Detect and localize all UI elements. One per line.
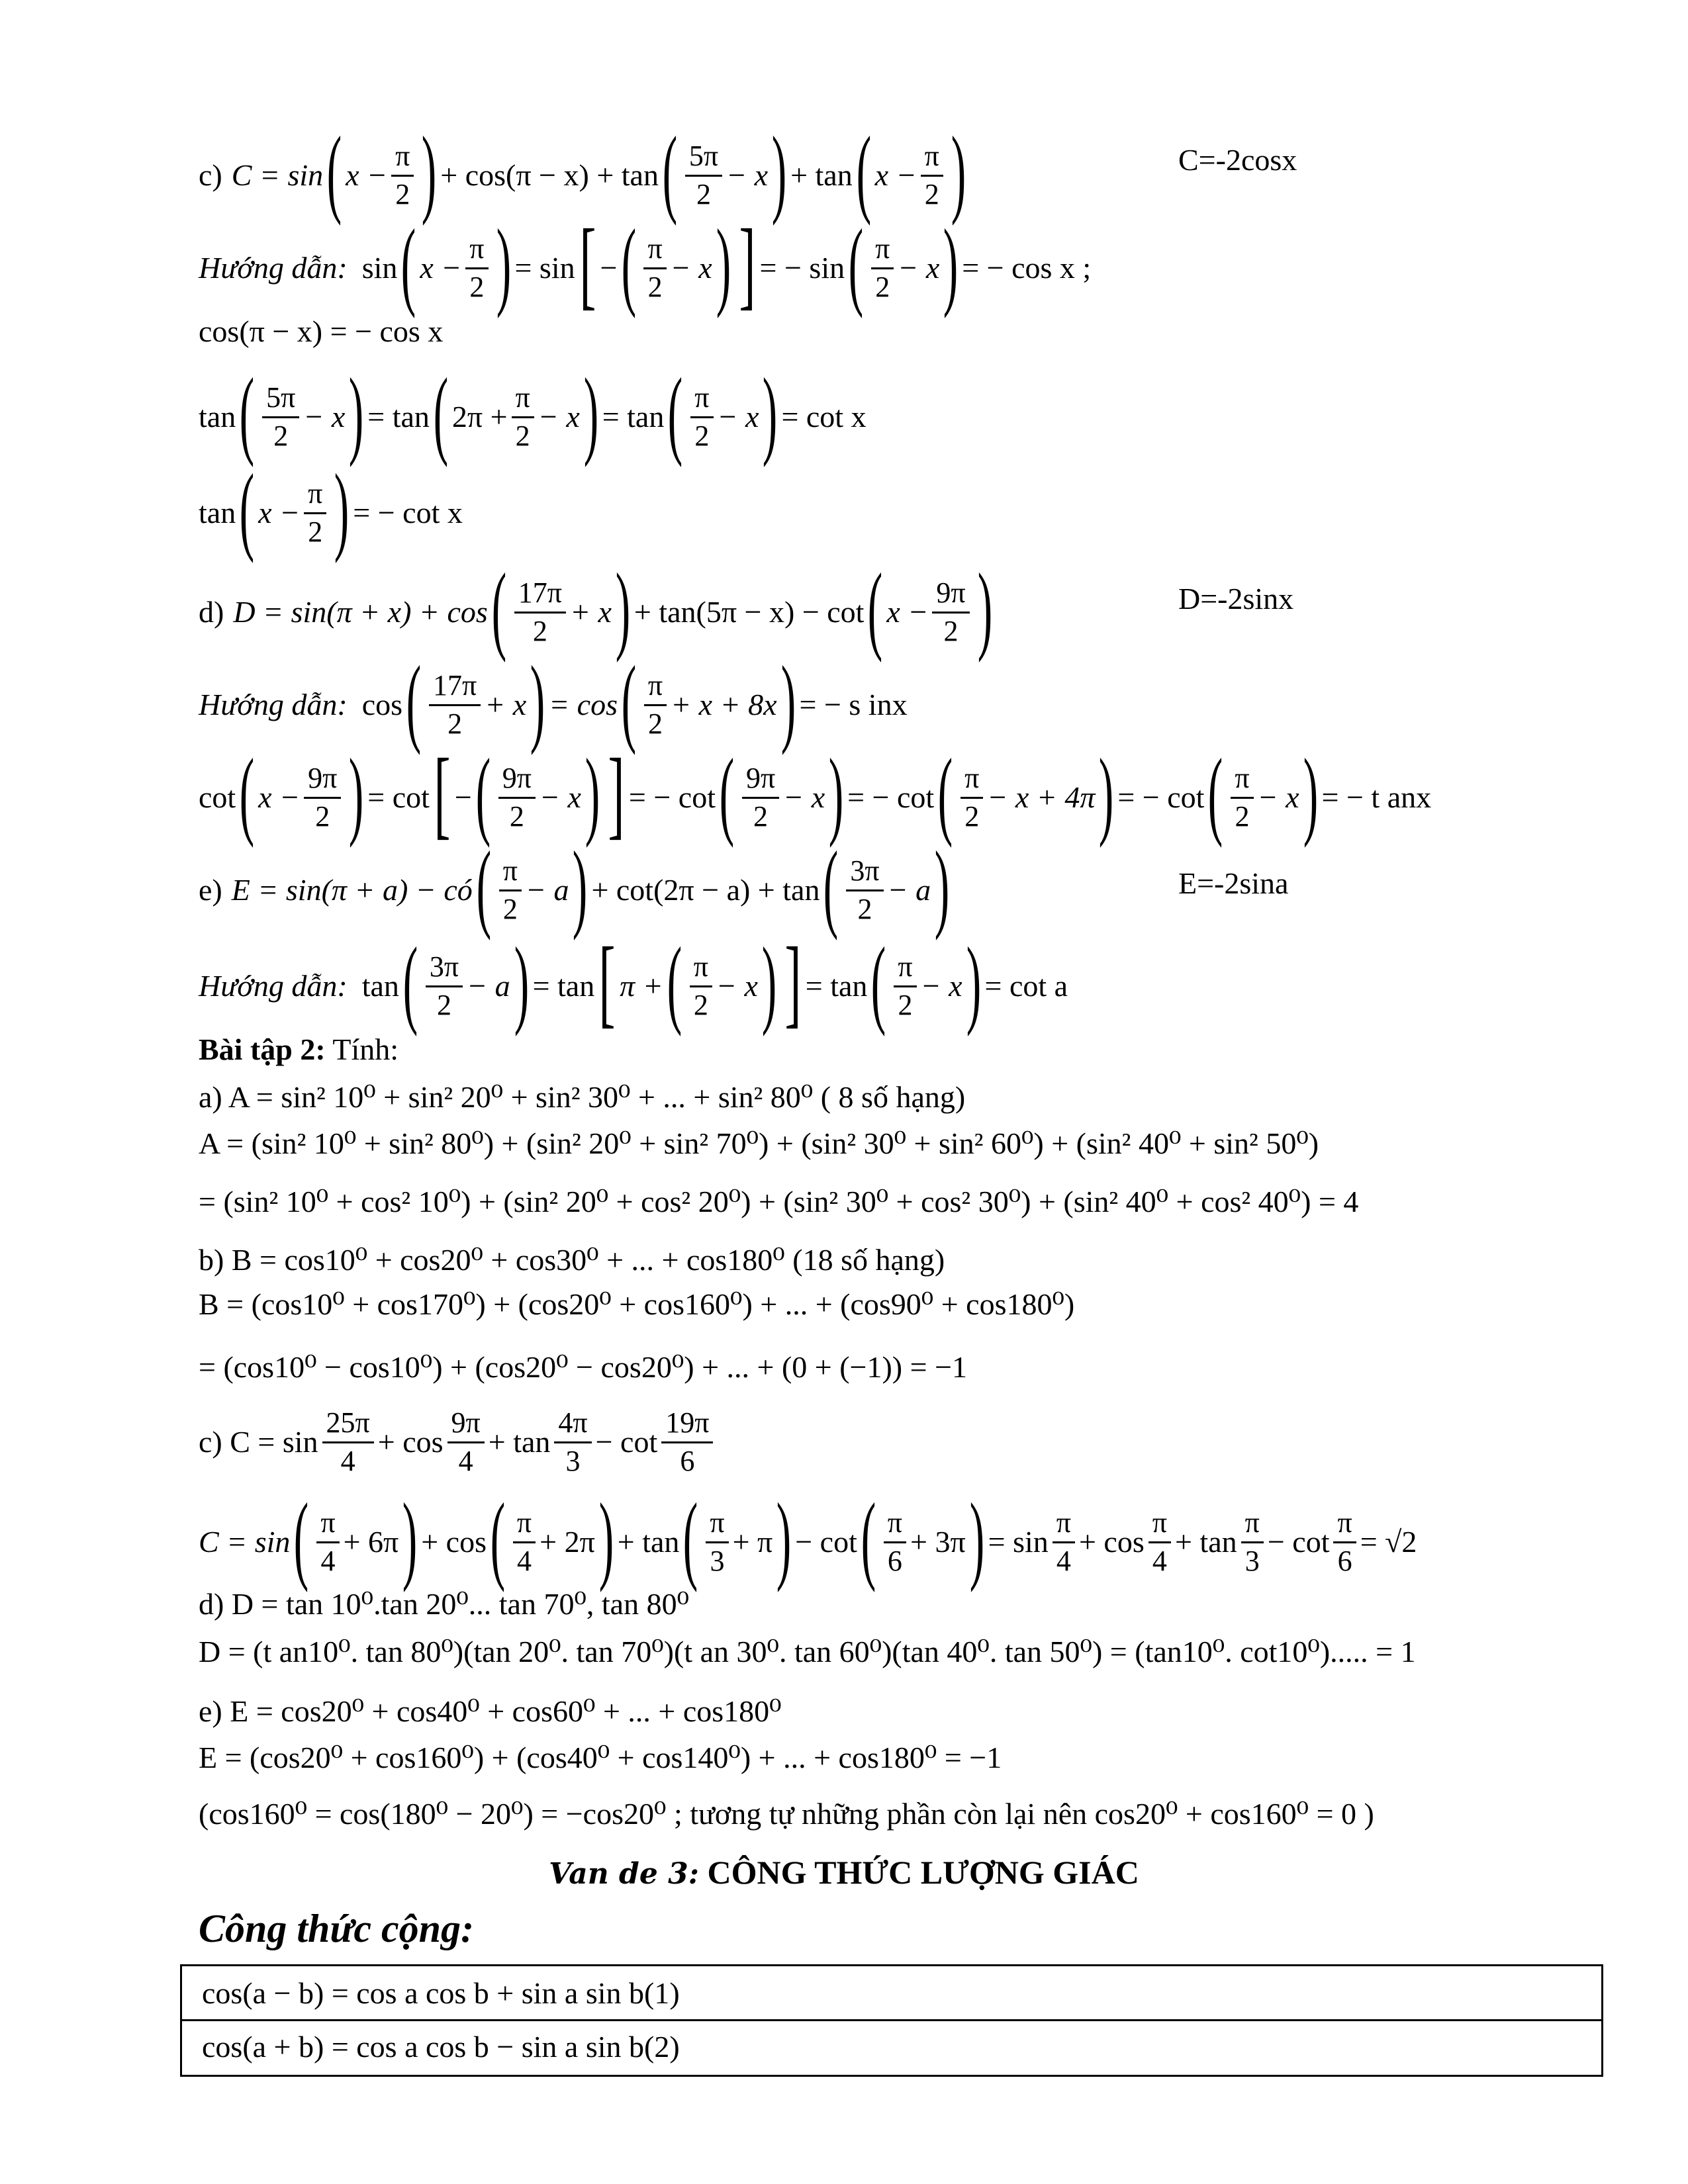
section-heading: [0, 1853, 1688, 1891]
fraction: $\frac{\pi}{3}$: [706, 1506, 728, 1578]
fraction: $\frac{\pi}{4}$: [513, 1506, 536, 1578]
fraction: $\frac{9\pi}{2}$: [498, 762, 536, 833]
part-e-answer: E=-2sina: [1178, 866, 1289, 900]
exercise-2c-line-2: C = sin ( $\frac{\pi}{4}$ + 6π ) + cos ( $\frac{\pi}{4}$ + 2π ) + tan ( $\frac{\pi}{3}$ + π ) − cot ( $\frac{\pi}{6}$ + 3π ) = sin $\frac{\pi}{4}$ + cos $\frac{\pi}{4}$ + tan $\frac{\pi}{3}$ − cot $\frac{\pi}{6}$ = √2: [199, 1483, 1417, 1593]
part-e-guide: Hướng dẫn: tan ( $\frac{3\pi}{2}$ − a ) = tan [ π + ( $\frac{\pi}{2}$ − x ) ] = tan ( $\frac{\pi}{2}$ − x ) = cot a: [199, 927, 1068, 1037]
exercise-2a-line-3: = (sin² 10⁰ + cos² 10⁰) + (sin² 20⁰ + cos² 20⁰) + (sin² 30⁰ + cos² 30⁰) + (sin² 40⁰ + cos² 40⁰) = 4: [199, 1185, 1359, 1218]
fraction: $\frac{\pi}{6}$: [1333, 1506, 1356, 1578]
cong-thuc-cong-heading: Công thức cộng:: [199, 1907, 474, 1950]
exercise-2-title-rest: Tính:: [325, 1032, 399, 1066]
fraction: $\frac{\pi}{2}$: [465, 232, 488, 304]
exercise-2-title: [199, 1032, 399, 1068]
fraction: $\frac{\pi}{4}$: [1149, 1506, 1171, 1578]
formula-row-1: cos(a − b) = cos a cos b + sin a sin b(1): [202, 1976, 680, 2010]
fraction: $\frac{19\pi}{6}$: [661, 1406, 713, 1478]
formula-row-2: cos(a + b) = cos a cos b − sin a sin b(2): [202, 2030, 680, 2064]
fraction: $\frac{\pi}{2}$: [894, 950, 916, 1022]
part-d-lhs: D = sin(π + x) + cos: [233, 594, 488, 629]
fraction: $\frac{\pi}{2}$: [921, 140, 943, 211]
exercise-2e-line-2: E = (cos20⁰ + cos160⁰) + (cos40⁰ + cos140⁰) + ... + cos180⁰ = −1: [199, 1741, 1002, 1774]
part-c-t1: x −: [346, 158, 388, 192]
fraction: $\frac{9\pi}{2}$: [932, 576, 969, 648]
part-c-t4: + tan: [790, 158, 853, 192]
guide-label: Hướng dẫn:: [199, 968, 348, 1003]
fraction: $\frac{3\pi}{2}$: [846, 854, 883, 926]
part-d-label: d): [199, 594, 224, 629]
part-c-guide-2: cos(π − x) = − cos x: [199, 314, 444, 348]
fraction: $\frac{\pi}{2}$: [391, 140, 414, 211]
part-d-answer: D=-2sinx: [1178, 582, 1294, 615]
fraction: $\frac{\pi}{2}$: [1231, 762, 1253, 833]
part-d-equation: d) D = sin(π + x) + cos ( $\frac{17\pi}{2}$ + x ) + tan(5π − x) − cot ( x − $\frac{9\pi}{2}$ ): [199, 553, 992, 663]
part-c-t2: + cos(π − x) + tan: [440, 158, 659, 192]
part-c-guide-1: Hướng dẫn: sin ( x − $\frac{\pi}{2}$ ) = sin [ − ( $\frac{\pi}{2}$ − x ) ] = − sin ( $\frac{\pi}{2}$ − x ) = − cos x ;: [199, 209, 1092, 319]
section-heading-title: CÔNG THỨC LƯỢNG GIÁC: [699, 1854, 1139, 1891]
fraction: $\frac{\pi}{2}$: [512, 381, 534, 453]
part-e-label: e): [199, 872, 222, 907]
fraction: $\frac{9\pi}{2}$: [742, 762, 779, 833]
fraction: $\frac{\pi}{2}$: [961, 762, 983, 833]
fraction: $\frac{4\pi}{3}$: [554, 1406, 591, 1478]
part-e-equation: e) E = sin(π + a) − có ( $\frac{\pi}{2}$ − a ) + cot(2π − a) + tan ( $\frac{3\pi}{2}$ − a ): [199, 831, 950, 941]
exercise-2a-line-2: A = (sin² 10⁰ + sin² 80⁰) + (sin² 20⁰ + sin² 70⁰) + (sin² 30⁰ + sin² 60⁰) + (sin² 40⁰ + sin² 50⁰): [199, 1126, 1319, 1160]
exercise-2b-line-1: b) B = cos10⁰ + cos20⁰ + cos30⁰ + ... + cos180⁰ (18 số hạng): [199, 1243, 945, 1277]
part-e-lhs: E = sin(π + a) − có: [231, 872, 473, 907]
fraction: $\frac{\pi}{2}$: [690, 381, 713, 453]
part-c-guide-4: tan ( x − $\frac{\pi}{2}$ ) = − cot x: [199, 454, 463, 564]
exercise-2e-line-1: e) E = cos20⁰ + cos40⁰ + cos60⁰ + ... + cos180⁰: [199, 1694, 782, 1728]
exercise-2-title-bold: Bài tập 2:: [199, 1032, 326, 1066]
exercise-2b-line-3: = (cos10⁰ − cos10⁰) + (cos20⁰ − cos20⁰) + ... + (0 + (−1)) = −1: [199, 1350, 968, 1384]
exercise-2b-line-2: B = (cos10⁰ + cos170⁰) + (cos20⁰ + cos160⁰) + ... + (cos90⁰ + cos180⁰): [199, 1287, 1075, 1321]
fraction: $\frac{\pi}{2}$: [304, 477, 326, 549]
fraction: $\frac{5\pi}{2}$: [685, 140, 722, 211]
fraction: $\frac{17\pi}{2}$: [514, 576, 566, 648]
fraction: $\frac{3\pi}{2}$: [426, 950, 463, 1022]
fraction: $\frac{\pi}{6}$: [884, 1506, 906, 1578]
exercise-2e-line-3: (cos160⁰ = cos(180⁰ − 20⁰) = −cos20⁰ ; tương tự những phần còn lại nên cos20⁰ + cos160⁰ = 0 ): [199, 1797, 1374, 1831]
part-c-t5: x −: [874, 158, 917, 192]
fraction: $\frac{17\pi}{2}$: [429, 669, 481, 741]
fraction: $\frac{\pi}{3}$: [1241, 1506, 1264, 1578]
exercise-2a-line-1: a) A = sin² 10⁰ + sin² 20⁰ + sin² 30⁰ + ... + sin² 80⁰ ( 8 số hạng): [199, 1080, 966, 1114]
exercise-2d-line-1: d) D = tan 10⁰.tan 20⁰... tan 70⁰, tan 80⁰: [199, 1587, 690, 1621]
section-heading-script: Van de 3:: [549, 1857, 699, 1891]
formula-box: [180, 1964, 1603, 2077]
guide-label: Hướng dẫn:: [199, 250, 348, 285]
fraction: $\frac{25\pi}{4}$: [322, 1406, 374, 1478]
fraction: $\frac{\pi}{2}$: [643, 232, 666, 304]
fraction: $\frac{9\pi}{4}$: [447, 1406, 485, 1478]
fraction: $\frac{9\pi}{2}$: [304, 762, 341, 833]
part-d-guide-2: cot ( x − $\frac{9\pi}{2}$ ) = cot [ − ( $\frac{9\pi}{2}$ − x ) ] = − cot ( $\frac{9\pi}{2}$ − x ) = − cot ( $\frac{\pi}{2}$ − x + 4π ) = − cot ( $\frac{\pi}{2}$ − x ) = − t anx: [199, 739, 1432, 848]
exercise-2c-line-1: c) C = sin $\frac{25\pi}{4}$ + cos $\frac{9\pi}{4}$ + tan $\frac{4\pi}{3}$ − cot $\frac{19\pi}{6}$: [199, 1406, 717, 1478]
part-c-equation: c) C = sin ( x − $\frac{\pi}{2}$ ) + cos(π − x) + tan ( $\frac{5\pi}{2}$ − x ) + tan ( x − $\frac{\pi}{2}$ ): [199, 116, 966, 226]
fraction: $\frac{\pi}{2}$: [644, 669, 667, 741]
part-c-t3: − x: [726, 158, 769, 192]
exercise-2d-line-2: D = (t an10⁰. tan 80⁰)(tan 20⁰. tan 70⁰)(t an 30⁰. tan 60⁰)(tan 40⁰. tan 50⁰) = (tan10⁰. cot10⁰)..... = 1: [199, 1635, 1416, 1668]
part-c-lhs: C = sin: [231, 158, 324, 192]
fraction: $\frac{\pi}{2}$: [499, 854, 522, 926]
part-d-guide-1: Hướng dẫn: cos ( $\frac{17\pi}{2}$ + x ) = cos ( $\frac{\pi}{2}$ + x + 8x ) = − s inx: [199, 646, 908, 756]
fraction: $\frac{5\pi}{2}$: [262, 381, 299, 453]
part-c-label: c): [199, 158, 222, 192]
fraction: $\frac{\pi}{2}$: [690, 950, 712, 1022]
part-c-answer: C=-2cosx: [1178, 143, 1297, 177]
fraction: $\frac{\pi}{2}$: [871, 232, 894, 304]
guide-label: Hướng dẫn:: [199, 687, 348, 721]
fraction: $\frac{\pi}{4}$: [316, 1506, 339, 1578]
fraction: $\frac{\pi}{4}$: [1053, 1506, 1075, 1578]
formula-box-divider: [182, 2019, 1601, 2021]
part-c-guide-3: tan ( $\frac{5\pi}{2}$ − x ) = tan ( 2π + $\frac{\pi}{2}$ − x ) = tan ( $\frac{\pi}{2}$ − x ) = cot x: [199, 358, 867, 468]
